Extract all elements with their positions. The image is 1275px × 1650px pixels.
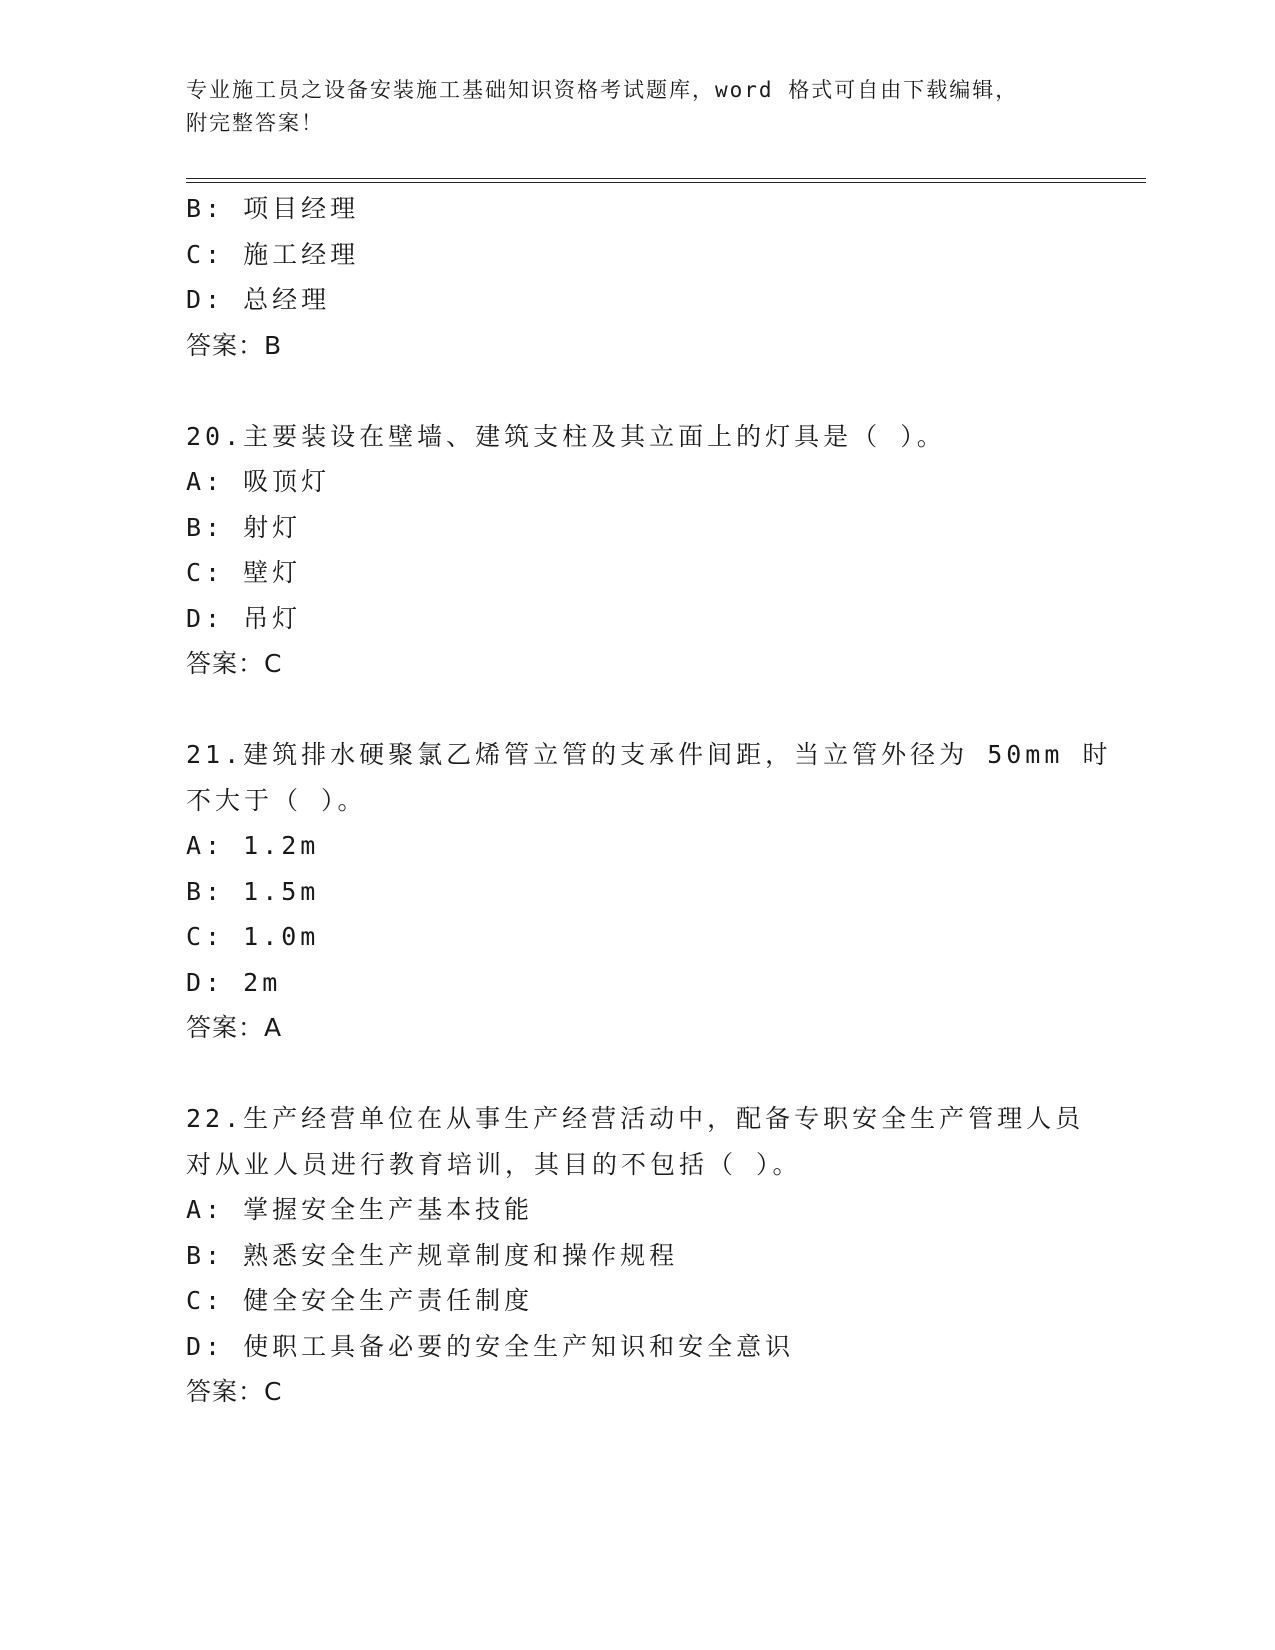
header-divider (186, 178, 1146, 183)
option-a: A: 掌握安全生产基本技能 (186, 1195, 534, 1224)
option-c: C: 壁灯 (186, 558, 302, 587)
option-c: C: 健全安全生产责任制度 (186, 1286, 534, 1315)
option-d: D: 使职工具备必要的安全生产知识和安全意识 (186, 1331, 795, 1361)
option-b: B: 1.5m (186, 876, 320, 906)
spacer (186, 368, 1086, 414)
question-22 (186, 1096, 1086, 1415)
question-19-continuation (186, 186, 1086, 368)
question-20 (186, 414, 1086, 687)
spacer (186, 687, 1086, 733)
question-stem-line-2: 对从业人员进行教育培训，其目的不包括（ ）。 (186, 1149, 802, 1179)
question-stem-line-1: 21.建筑排水硬聚氯乙烯管立管的支承件间距，当立管外径为 50mm 时 (186, 740, 1112, 769)
option-a: A: 吸顶灯 (186, 467, 331, 496)
option-c: C: 1.0m (186, 922, 320, 951)
spacer (186, 1051, 1086, 1097)
header-line-1: 专业施工员之设备安装施工基础知识资格考试题库，word 格式可自由下载编辑， (186, 78, 1019, 102)
question-list (186, 186, 1112, 1415)
question-stem-line-2: 不大于（ ）。 (186, 785, 367, 815)
option-a: A: 1.2m (186, 831, 320, 860)
header-line-2: 附完整答案！ (186, 111, 324, 135)
option-b: B: 射灯 (186, 512, 302, 542)
option-c: C: 施工经理 (186, 239, 360, 269)
option-b: B: 项目经理 (186, 194, 360, 223)
answer-line: 答案：C (186, 1377, 283, 1406)
answer-line: 答案：B (186, 330, 283, 360)
question-stem-line-1: 22.生产经营单位在从事生产经营活动中，配备专职安全生产管理人员 (186, 1104, 1085, 1133)
option-d: D: 2m (186, 967, 282, 997)
option-d: D: 吊灯 (186, 603, 302, 633)
answer-line: 答案：C (186, 649, 283, 678)
document-header (186, 74, 1066, 140)
option-d: D: 总经理 (186, 285, 331, 314)
question-stem: 20.主要装设在壁墙、建筑支柱及其立面上的灯具是（ ）。 (186, 421, 946, 451)
question-21 (186, 732, 1112, 1051)
option-b: B: 熟悉安全生产规章制度和操作规程 (186, 1240, 679, 1270)
answer-line: 答案：A (186, 1013, 283, 1042)
